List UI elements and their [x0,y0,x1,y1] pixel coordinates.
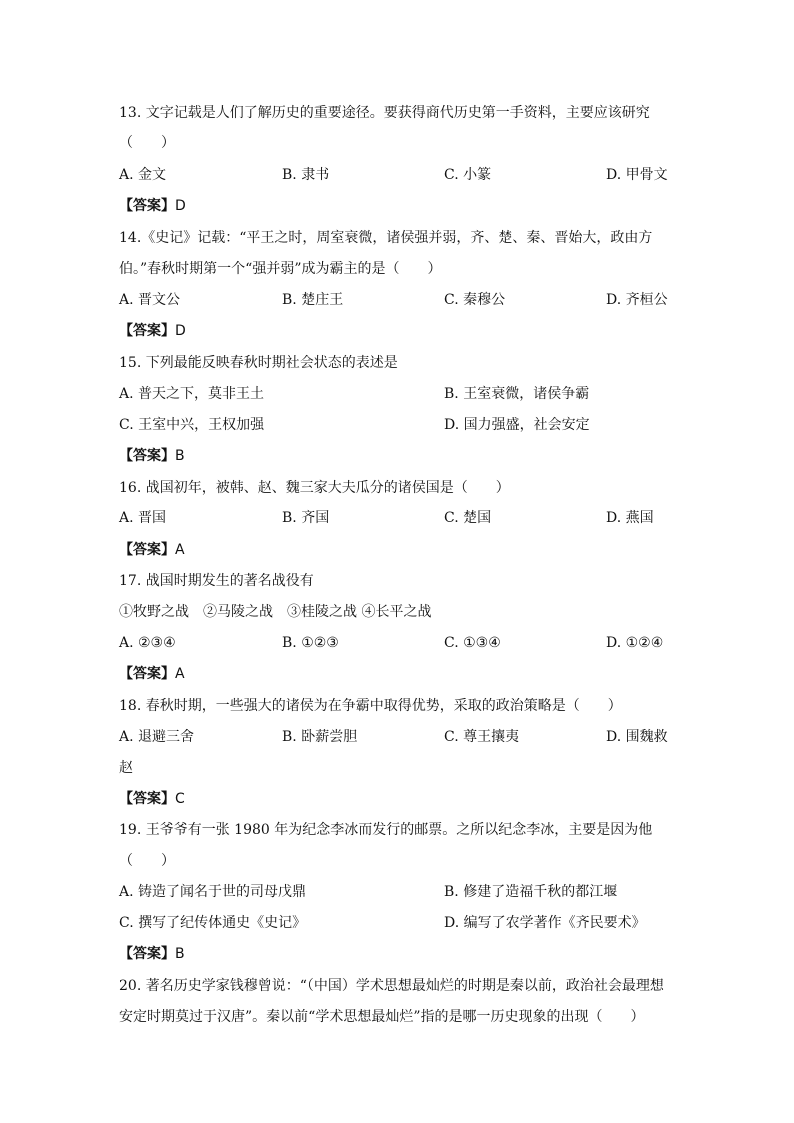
q16-option-b: B. 齐国 [282,510,330,526]
q15-answer-label: 【答案】 [119,448,175,464]
q14-option-c: C. 秦穆公 [444,292,506,308]
q19-stem-line2: （ ） [119,853,175,869]
q18-option-d-continued: 赵 [119,760,133,776]
q19-stem-line1: 19. 王爷爷有一张 1980 年为纪念李冰而发行的邮票。之所以纪念李冰，主要是因为他 [119,822,653,838]
q17-answer-value: A [175,666,185,682]
q13-stem-line2: （ ） [119,135,175,151]
q16-stem-line1: 16. 战国初年，被韩、赵、魏三家大夫瓜分的诸侯国是（ ） [119,480,510,496]
q18-answer-value: C [175,791,185,807]
q18-answer-label: 【答案】 [119,791,175,807]
q17-answer-label: 【答案】 [119,666,175,682]
q19-answer-value: B [175,946,185,962]
q19-option-b: B. 修建了造福千秋的都江堰 [444,884,618,900]
q15-option-b: B. 王室衰微，诸侯争霸 [444,386,590,402]
q14-option-b: B. 楚庄王 [282,292,344,308]
q18-option-b: B. 卧薪尝胆 [282,729,358,745]
q17-stem-line2: ①牧野之战 ②马陵之战 ③桂陵之战 ④长平之战 [119,604,432,620]
q13-option-d: D. 甲骨文 [606,167,668,183]
q19-answer [119,945,185,963]
q16-option-c: C. 楚国 [444,510,492,526]
q16-option-a: A. 晋国 [119,510,167,526]
q18-option-c: C. 尊王攘夷 [444,729,520,745]
q15-option-a: A. 普天之下，莫非王土 [119,386,265,402]
q14-answer-label: 【答案】 [119,323,175,339]
q16-answer-value: A [175,542,185,558]
q15-stem-line1: 15. 下列最能反映春秋时期社会状态的表述是 [119,355,398,371]
q15-option-d: D. 国力强盛，社会安定 [444,417,590,433]
q15-answer-value: B [175,448,185,464]
q14-answer-value: D [175,323,186,339]
q18-option-a: A. 退避三舍 [119,729,195,745]
q20-stem-line1: 20. 著名历史学家钱穆曾说：“（中国）学术思想最灿烂的时期是秦以前，政治社会最理想 [119,978,664,994]
q19-option-d: D. 编写了农学著作《齐民要术》 [444,915,646,931]
q13-option-c: C. 小篆 [444,167,492,183]
q13-answer-label: 【答案】 [119,198,175,214]
q13-answer [119,197,186,215]
q14-stem-line2: 伯。”春秋时期第一个“强并弱”成为霸主的是（ ） [119,261,442,277]
q14-option-a: A. 晋文公 [119,292,181,308]
q17-option-c: C. ①③④ [444,635,501,651]
q16-answer [119,541,185,559]
q17-answer [119,665,185,683]
q13-answer-value: D [175,198,186,214]
q14-stem-line1: 14.《史记》记载：“平王之时，周室衰微，诸侯强并弱，齐、楚、秦、晋始大，政由方 [119,230,653,246]
q17-stem-line1: 17. 战国时期发生的著名战役有 [119,573,314,589]
q13-stem-line1: 13. 文字记载是人们了解历史的重要途径。要获得商代历史第一手资料，主要应该研究 [119,105,650,121]
q15-option-c: C. 王室中兴，王权加强 [119,417,265,433]
q17-option-b: B. ①②③ [282,635,339,651]
q16-option-d: D. 燕国 [606,510,654,526]
q19-option-c: C. 撰写了纪传体通史《史记》 [119,915,307,931]
q17-option-d: D. ①②④ [606,635,664,651]
q14-answer [119,322,186,340]
q13-option-a: A. 金文 [119,167,167,183]
q14-option-d: D. 齐桓公 [606,292,668,308]
q19-option-a: A. 铸造了闻名于世的司母戊鼎 [119,884,307,900]
q16-answer-label: 【答案】 [119,542,175,558]
q18-stem-line1: 18. 春秋时期，一些强大的诸侯为在争霸中取得优势，采取的政治策略是（ ） [119,698,622,714]
q19-answer-label: 【答案】 [119,946,175,962]
q20-stem-line2: 安定时期莫过于汉唐”。秦以前“学术思想最灿烂”指的是哪一历史现象的出现（ ） [119,1009,645,1025]
q13-option-b: B. 隶书 [282,167,330,183]
q18-answer [119,790,185,808]
q15-answer [119,447,185,465]
q18-option-d: D. 围魏救 [606,729,668,745]
q17-option-a: A. ②③④ [119,635,176,651]
